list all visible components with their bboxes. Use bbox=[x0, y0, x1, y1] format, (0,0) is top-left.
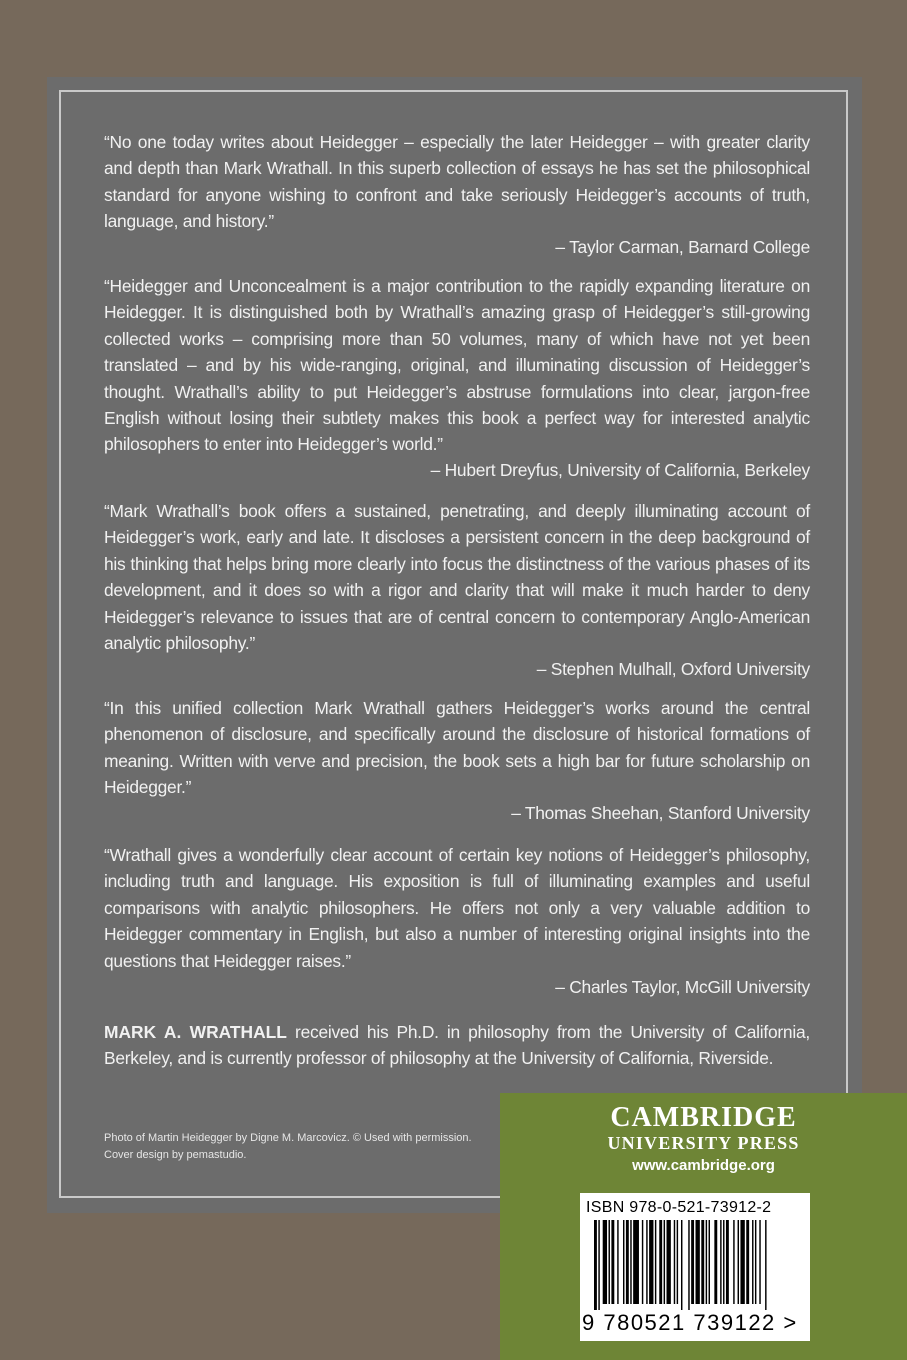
publisher-press: UNIVERSITY PRESS bbox=[607, 1133, 800, 1153]
barcode-bar bbox=[681, 1220, 682, 1310]
barcode-bar bbox=[677, 1220, 678, 1304]
quote-dreyfus bbox=[104, 273, 810, 484]
publisher-website[interactable]: www.cambridge.org bbox=[632, 1157, 775, 1174]
barcode-bar bbox=[664, 1220, 665, 1304]
quote-attribution: – Taylor Carman, Barnard College bbox=[555, 237, 810, 258]
barcode-bar bbox=[738, 1220, 739, 1304]
barcode-bar bbox=[726, 1220, 729, 1304]
barcode-bar bbox=[765, 1220, 766, 1310]
design-credit: Cover design by pemastudio. bbox=[104, 1148, 247, 1161]
barcode-bar bbox=[623, 1220, 624, 1304]
barcode-bar bbox=[655, 1220, 656, 1304]
barcode-bar bbox=[733, 1220, 734, 1304]
barcode-bar bbox=[646, 1220, 647, 1304]
barcode-bar bbox=[633, 1220, 639, 1304]
barcode-bar bbox=[723, 1220, 724, 1304]
barcode-bar bbox=[706, 1220, 707, 1304]
barcode-icon bbox=[584, 1220, 806, 1310]
barcode-bar bbox=[611, 1220, 614, 1304]
quote-attribution: – Hubert Dreyfus, University of California, Berkeley bbox=[430, 460, 810, 481]
barcode-bar bbox=[720, 1220, 721, 1304]
barcode-bar bbox=[759, 1220, 760, 1304]
barcode-bar bbox=[691, 1220, 694, 1304]
barcode-bar bbox=[598, 1220, 599, 1310]
isbn-number: ISBN 978-0-521-73912-2 bbox=[586, 1199, 772, 1216]
barcode-bar bbox=[709, 1220, 710, 1304]
barcode-bar bbox=[714, 1220, 717, 1304]
cover-credits bbox=[104, 1130, 524, 1163]
quote-attribution: – Charles Taylor, McGill University bbox=[555, 976, 810, 997]
barcode-bar bbox=[649, 1220, 653, 1304]
photo-credit: Photo of Martin Heidegger by Digne M. Marcovicz. © Used with permission. bbox=[104, 1132, 472, 1144]
quote-text: “No one today writes about Heidegger – especially the later Heidegger – with greater clarity and depth than Mark Wrathall. In this superb collection of essays he has set the philosophical standard for anyone wishing to confront and take seriously Heidegger’s accounts of truth, language, and history.” bbox=[104, 132, 810, 232]
quote-text: “Heidegger and Unconcealment is a major contribution to the rapidly expanding literature on Heidegger. It is distinguished both by Wrathall’s amazing grasp of Heidegger’s still-growing collected works – comprising more than 50 volumes, many of which have not yet been translated – and by his wide-ranging, original, and illuminating discussion of Heidegger’s thought. Wrathall’s ability to put Heidegger’s abstruse formulations into clear, jargon-free English without losing their subtlety makes this book a perfect way for interested analytic philosophers to enter into Heidegger’s world.” bbox=[104, 276, 810, 455]
barcode-bar bbox=[701, 1220, 704, 1304]
author-bio-text: received his Ph.D. in philosophy from the University of California, Berkeley, and is currently professor of philosophy at the University of California, Riverside. bbox=[104, 1022, 810, 1069]
barcode-bar bbox=[746, 1220, 749, 1304]
barcode-digits: 9 780521 739122 > bbox=[582, 1310, 798, 1335]
quote-carman bbox=[104, 129, 810, 261]
barcode-bar bbox=[674, 1220, 675, 1304]
barcode-bar bbox=[696, 1220, 700, 1304]
quote-text: “In this unified collection Mark Wrathall gathers Heidegger’s works around the central phenomenon of disclosure, and specifically around the disclosure of historical formations of meaning. Written with verve and precision, the book sets a high bar for future scholarship on Heidegger.” bbox=[104, 698, 810, 798]
quote-taylor bbox=[104, 842, 810, 1000]
barcode-bar bbox=[630, 1220, 631, 1304]
barcode-bar bbox=[594, 1220, 597, 1310]
barcode-bar bbox=[642, 1220, 643, 1304]
barcode-bar bbox=[617, 1220, 618, 1304]
barcode-label bbox=[580, 1193, 810, 1341]
quote-attribution: – Stephen Mulhall, Oxford University bbox=[536, 658, 810, 679]
barcode-bar bbox=[659, 1220, 662, 1304]
barcode-bar bbox=[740, 1220, 744, 1304]
barcode-bar bbox=[609, 1220, 610, 1304]
quote-mulhall bbox=[104, 498, 810, 682]
barcode-bar bbox=[755, 1220, 756, 1304]
quote-attribution: – Thomas Sheehan, Stanford University bbox=[511, 803, 810, 824]
barcode-bar bbox=[752, 1220, 753, 1304]
barcode-bar bbox=[688, 1220, 689, 1310]
barcode-bar bbox=[603, 1220, 607, 1304]
barcode-bar bbox=[667, 1220, 671, 1304]
quote-text: “Mark Wrathall’s book offers a sustained, penetrating, and deeply illuminating account of Heidegger’s work, early and late. It discloses a persistent concern in the deep background of his thinking that helps bring more clearly into focus the distinctness of the various phases of its development, and it does so with a rigor and clarity that will make it much harder to deny Heidegger’s relevance to issues that are of central concern to contemporary Anglo-American analytic philosophy.” bbox=[104, 501, 810, 654]
author-bio bbox=[104, 1019, 810, 1072]
quote-sheehan bbox=[104, 695, 810, 827]
author-name: MARK A. WRATHALL bbox=[104, 1022, 287, 1042]
publisher-name: CAMBRIDGE bbox=[610, 1102, 797, 1133]
barcode-bar bbox=[626, 1220, 629, 1304]
quote-text: “Wrathall gives a wonderfully clear account of certain key notions of Heidegger’s philosophy, including truth and language. His exposition is full of illuminating examples and useful comparisons with analytic philosophers. He offers not only a very valuable addition to Heidegger commentary in English, but also a number of interesting original insights into the questions that Heidegger raises.” bbox=[104, 845, 810, 971]
